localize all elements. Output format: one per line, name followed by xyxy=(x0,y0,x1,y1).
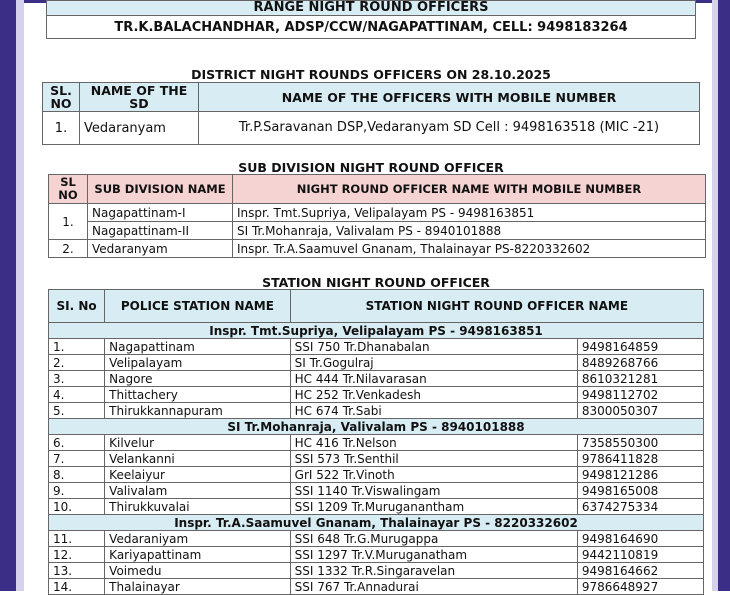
district-sd: Vedaranyam xyxy=(80,112,199,145)
table-row xyxy=(43,112,700,145)
station-group-label: Inspr. Tmt.Supriya, Velipalayam PS - 9498163851 xyxy=(49,323,704,339)
station-header-name: POLICE STATION NAME xyxy=(105,290,290,323)
district-header-sl: SL. NO xyxy=(43,83,80,112)
station-officer: SSI 1140 Tr.Viswalingam xyxy=(290,483,577,499)
table-row xyxy=(49,451,704,467)
station-officer: SSI 648 Tr.G.Murugappa xyxy=(290,531,577,547)
station-sl: 11. xyxy=(49,531,105,547)
station-mobile: 9498121286 xyxy=(577,467,703,483)
station-name: Thittachery xyxy=(105,387,290,403)
station-name: Nagapattinam xyxy=(105,339,290,355)
station-group-label: Inspr. Tr.A.Saamuvel Gnanam, Thalainayar PS - 8220332602 xyxy=(49,515,704,531)
station-name: Voimedu xyxy=(105,563,290,579)
station-officer: SSI 1332 Tr.R.Singaravelan xyxy=(290,563,577,579)
station-officer: SSI 767 Tr.Annadurai xyxy=(290,579,577,595)
station-title: STATION NIGHT ROUND OFFICER xyxy=(262,275,490,290)
station-header-officer: STATION NIGHT ROUND OFFICER NAME xyxy=(290,290,703,323)
station-name: Kariyapattinam xyxy=(105,547,290,563)
station-mobile: 9498164662 xyxy=(577,563,703,579)
station-sl: 5. xyxy=(49,403,105,419)
district-sl: 1. xyxy=(43,112,80,145)
sub-officer: Inspr. Tr.A.Saamuvel Gnanam, Thalainayar PS-8220332602 xyxy=(233,240,706,258)
station-mobile: 9498165008 xyxy=(577,483,703,499)
station-sl: 2. xyxy=(49,355,105,371)
table-row xyxy=(49,387,704,403)
station-mobile: 7358550300 xyxy=(577,435,703,451)
station-officer: GrI 522 Tr.Vinoth xyxy=(290,467,577,483)
station-sl: 6. xyxy=(49,435,105,451)
subdivision-title: SUB DIVISION NIGHT ROUND OFFICER xyxy=(238,160,504,175)
station-name: Vedaraniyam xyxy=(105,531,290,547)
station-mobile: 6374275334 xyxy=(577,499,703,515)
district-table xyxy=(42,82,700,145)
station-group-label: SI Tr.Mohanraja, Valivalam PS - 8940101888 xyxy=(49,419,704,435)
station-name: Valivalam xyxy=(105,483,290,499)
station-name: Velipalayam xyxy=(105,355,290,371)
station-sl: 13. xyxy=(49,563,105,579)
station-sl: 3. xyxy=(49,371,105,387)
station-mobile: 9498164690 xyxy=(577,531,703,547)
station-sl: 9. xyxy=(49,483,105,499)
station-mobile: 9442110819 xyxy=(577,547,703,563)
station-sl: 14. xyxy=(49,579,105,595)
station-mobile: 8300050307 xyxy=(577,403,703,419)
right-border xyxy=(718,0,730,591)
station-name: Thalainayar xyxy=(105,579,290,595)
station-sl: 4. xyxy=(49,387,105,403)
table-row xyxy=(49,547,704,563)
district-officer: Tr.P.Saravanan DSP,Vedaranyam SD Cell : 9498163518 (MIC -21) xyxy=(199,112,700,145)
station-officer: HC 674 Tr.Sabi xyxy=(290,403,577,419)
sub-officer: Inspr. Tmt.Supriya, Velipalayam PS - 9498163851 xyxy=(233,204,706,222)
left-border-inner xyxy=(16,0,24,591)
table-row xyxy=(49,355,704,371)
station-mobile: 9786411828 xyxy=(577,451,703,467)
table-row xyxy=(49,579,704,595)
sub-sl: 2. xyxy=(49,240,88,258)
sub-header-name: SUB DIVISION NAME xyxy=(88,175,233,204)
left-border xyxy=(0,0,16,591)
station-group-row xyxy=(49,323,704,339)
station-name: Kilvelur xyxy=(105,435,290,451)
table-row xyxy=(49,563,704,579)
station-name: Thirukkuvalai xyxy=(105,499,290,515)
station-officer: SSI 1209 Tr.Muruganantham xyxy=(290,499,577,515)
table-row xyxy=(49,240,706,258)
sub-name: Vedaranyam xyxy=(88,240,233,258)
station-group-row xyxy=(49,419,704,435)
station-sl: 10. xyxy=(49,499,105,515)
district-header-sd: NAME OF THE SD xyxy=(80,83,199,112)
table-row xyxy=(49,339,704,355)
station-officer: SSI 573 Tr.Senthil xyxy=(290,451,577,467)
table-row xyxy=(49,222,706,240)
range-officers-table xyxy=(46,0,696,39)
station-officer: HC 444 Tr.Nilavarasan xyxy=(290,371,577,387)
station-name: Thirukkannapuram xyxy=(105,403,290,419)
station-name: Keelaiyur xyxy=(105,467,290,483)
station-officer: HC 252 Tr.Venkadesh xyxy=(290,387,577,403)
table-row xyxy=(49,371,704,387)
sub-officer: SI Tr.Mohanraja, Valivalam PS - 8940101888 xyxy=(233,222,706,240)
subdivision-table xyxy=(48,174,706,258)
station-table xyxy=(48,289,704,595)
station-officer: SSI 1297 Tr.V.Muruganatham xyxy=(290,547,577,563)
station-name: Velankanni xyxy=(105,451,290,467)
station-mobile: 9498164859 xyxy=(577,339,703,355)
sub-header-officer: NIGHT ROUND OFFICER NAME WITH MOBILE NUMBER xyxy=(233,175,706,204)
station-sl: 7. xyxy=(49,451,105,467)
range-officer: TR.K.BALACHANDHAR, ADSP/CCW/NAGAPATTINAM, CELL: 9498183264 xyxy=(47,16,696,39)
station-mobile: 9498112702 xyxy=(577,387,703,403)
sub-name: Nagapattinam-I xyxy=(88,204,233,222)
station-header-sl: SI. No xyxy=(49,290,105,323)
table-row xyxy=(49,403,704,419)
table-row xyxy=(49,435,704,451)
table-row xyxy=(49,499,704,515)
station-mobile: 8489268766 xyxy=(577,355,703,371)
station-officer: HC 416 Tr.Nelson xyxy=(290,435,577,451)
station-name: Nagore xyxy=(105,371,290,387)
station-sl: 12. xyxy=(49,547,105,563)
station-mobile: 9786648927 xyxy=(577,579,703,595)
table-row xyxy=(49,531,704,547)
table-row xyxy=(49,467,704,483)
range-heading: RANGE NIGHT ROUND OFFICERS xyxy=(47,1,696,16)
district-header-officers: NAME OF THE OFFICERS WITH MOBILE NUMBER xyxy=(199,83,700,112)
station-mobile: 8610321281 xyxy=(577,371,703,387)
sub-sl: 1. xyxy=(49,204,88,240)
station-sl: 1. xyxy=(49,339,105,355)
station-group-row xyxy=(49,515,704,531)
station-officer: SI Tr.Gogulraj xyxy=(290,355,577,371)
sub-name: Nagapattinam-II xyxy=(88,222,233,240)
station-sl: 8. xyxy=(49,467,105,483)
district-title: DISTRICT NIGHT ROUNDS OFFICERS ON 28.10.2025 xyxy=(191,67,551,82)
right-border-inner xyxy=(712,0,718,591)
station-officer: SSI 750 Tr.Dhanabalan xyxy=(290,339,577,355)
sub-header-sl: SL NO xyxy=(49,175,88,204)
table-row xyxy=(49,204,706,222)
table-row xyxy=(49,483,704,499)
